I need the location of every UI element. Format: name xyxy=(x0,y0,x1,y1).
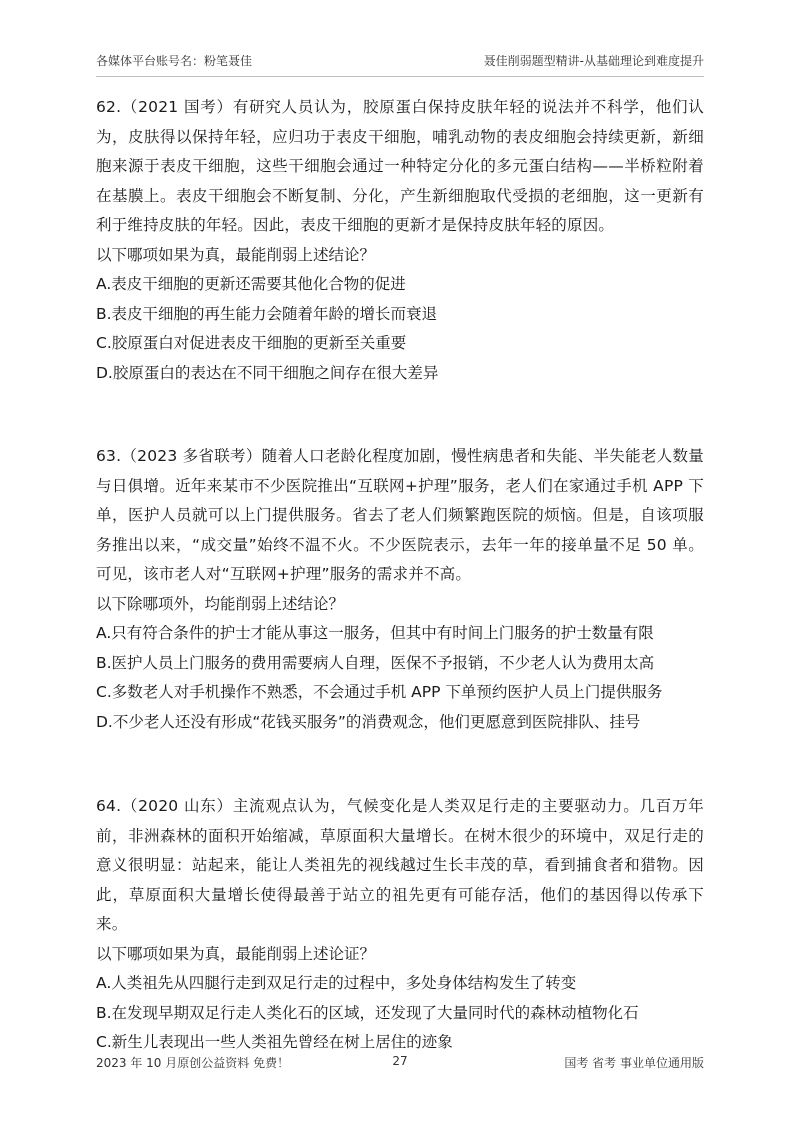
header-account-name: 各媒体平台账号名：粉笔聂佳 xyxy=(96,54,253,68)
option-a: A.表皮干细胞的更新还需要其他化合物的促进 xyxy=(96,275,406,293)
option-list xyxy=(96,969,704,1058)
question-stem: 62.（2021 国考）有研究人员认为，胶原蛋白保持皮肤年轻的说法并不科学，他们认为，皮肤得以保持年轻，应归功于表皮干细胞，哺乳动物的表皮细胞会持续更新，新细胞来源于表皮干细胞，这些干细胞会通过一种特定分化的多元蛋白结构——半桥粒附着在基膜上。表皮干细胞会不断复制、分化，产生新细胞取代受损的老细胞，这一更新有利于维持皮肤的年轻。因此，表皮干细胞的更新才是保持皮肤年轻的原因。 xyxy=(96,98,704,234)
question-stem: 63.（2023 多省联考）随着人口老龄化程度加剧，慢性病患者和失能、半失能老人数量与日俱增。近年来某市不少医院推出“互联网+护理”服务，老人们在家通过手机 APP 下单，医护人员就可以上门提供服务。省去了老人们频繁跑医院的烦恼。但是，自该项服务推出以来，“成交量”始终不温不火。不少医院表示，去年一年的接单量不足 50 单。可见，该市老人对“互联网+护理”服务的需求并不高。 xyxy=(96,447,704,583)
option-a: A.只有符合条件的护士才能从事这一服务，但其中有时间上门服务的护士数量有限 xyxy=(96,624,654,642)
page-header xyxy=(96,52,704,74)
question-prompt: 以下哪项如果为真，最能削弱上述结论？ xyxy=(96,245,376,264)
footer-note: 2023 年 10 月原创公益资料 免费！ xyxy=(96,1056,290,1070)
option-c: C.新生儿表现出一些人类祖先曾经在树上居住的迹象 xyxy=(96,1033,453,1051)
option-c: C.胶原蛋白对促进表皮干细胞的更新至关重要 xyxy=(96,334,407,352)
option-b: B.在发现早期双足行走人类化石的区域，还发现了大量同时代的森林动植物化石 xyxy=(96,1003,639,1022)
footer-edition: 国考 省考 事业单位通用版 xyxy=(564,1056,704,1070)
page-footer xyxy=(96,1054,704,1074)
option-a: A.人类祖先从四腿行走到双足行走的过程中，多处身体结构发生了转变 xyxy=(96,974,577,992)
question-stem: 64.（2020 山东）主流观点认为，气候变化是人类双足行走的主要驱动力。几百万年前，非洲森林的面积开始缩减，草原面积大量增长。在树木很少的环境中，双足行走的意义很明显：站起来，能让人类祖先的视线越过生长丰茂的草，看到捕食者和猎物。因此，草原面积大量增长使得最善于站立的祖先更有可能存活，他们的基因得以传承下来。 xyxy=(96,797,704,933)
option-d: D.胶原蛋白的表达在不同干细胞之间存在很大差异 xyxy=(96,363,439,382)
question-64 xyxy=(96,792,704,1058)
option-c: C.多数老人对手机操作不熟悉，不会通过手机 APP 下单预约医护人员上门提供服务 xyxy=(96,683,663,701)
page-content xyxy=(96,93,704,1058)
question-prompt: 以下除哪项外，均能削弱上述结论？ xyxy=(96,594,345,613)
option-d: D.不少老人还没有形成“花钱买服务”的消费观念，他们更愿意到医院排队、挂号 xyxy=(96,712,641,731)
header-course-title: 聂佳削弱题型精讲-从基础理论到难度提升 xyxy=(483,54,704,68)
option-b: B.医护人员上门服务的费用需要病人自理，医保不予报销，不少老人认为费用太高 xyxy=(96,653,655,672)
option-list xyxy=(96,619,704,737)
question-62 xyxy=(96,93,704,388)
option-b: B.表皮干细胞的再生能力会随着年龄的增长而衰退 xyxy=(96,304,438,323)
question-prompt: 以下哪项如果为真，最能削弱上述论证？ xyxy=(96,944,376,963)
question-63 xyxy=(96,442,704,737)
page-number: 27 xyxy=(392,1054,408,1068)
header-divider xyxy=(96,76,704,77)
option-list xyxy=(96,270,704,388)
